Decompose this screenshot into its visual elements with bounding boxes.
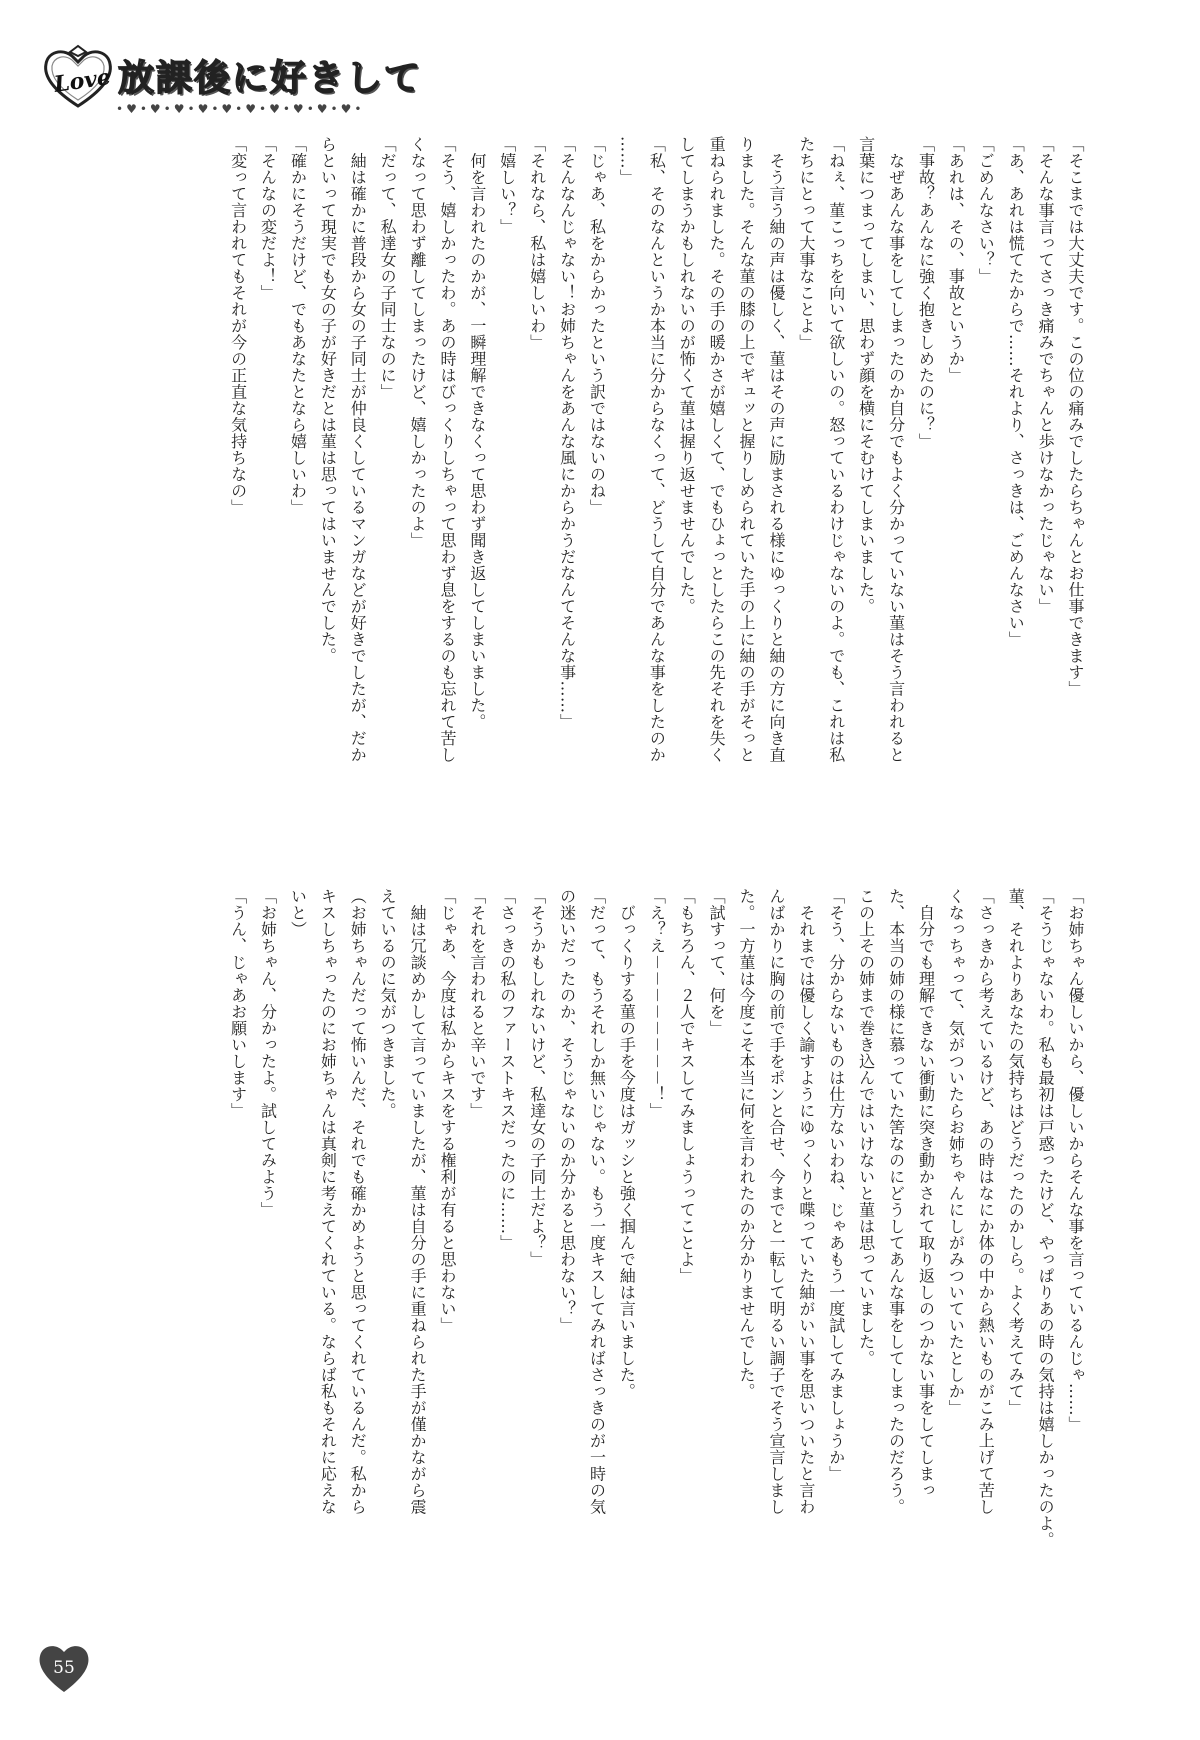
text-line: 「ごめんなさい？」	[976, 136, 996, 285]
header-decoration: •♥•♥•♥•♥•♥•♥•♥•♥•♥•♥•	[116, 102, 365, 116]
text-line: 「だって、もうそれしか無いじゃない。もう一度キスしてみればさっきのが一時の気	[587, 888, 607, 1515]
text-line: 「ねぇ、菫こっちを向いて欲しいの。怒っているわけじゃないのよ。でも、これは私	[826, 136, 846, 763]
text-line: くなって思わず離してしまったけど、嬉しかったのよ」	[408, 136, 428, 549]
text-line: らといって現実でも女の子が好きだとは菫は思ってはいませんでした。	[318, 136, 338, 664]
text-line: 何を言われたのかが、一瞬理解できなくって思わず聞き返してしまいました。	[467, 136, 487, 730]
text-line: 言葉につまってしまい、思わず顔を横にそむけてしまいました。	[856, 136, 876, 615]
text-line: 「だって、私達女の子同士なのに」	[378, 136, 398, 400]
text-line: 「そう、分からないものは仕方ないわね、じゃあもう一度試してみましょうか」	[826, 888, 846, 1482]
text-line: （お姉ちゃんだって怖いんだ、それでも確かめようと思ってくれているんだ。私から	[348, 888, 368, 1515]
text-line: りました。そんな菫の膝の上でギュッと握りしめられていた手の上に紬の手がそっと	[737, 136, 757, 763]
text-line: 「変って言われてもそれが今の正直な気持ちなの」	[228, 136, 248, 516]
text-line: の迷いだったのか、そうじゃないのか分かると思わない？」	[557, 888, 577, 1334]
text-line: それまでは優しく諭すようにゆっくりと喋っていた紬がいい事を思いついたと言わ	[796, 888, 816, 1515]
text-line: 「私、そのなんというか本当に分からなくって、どうして自分であんな事をしたのか	[647, 136, 667, 763]
text-line: びっくりする菫の手を今度はガッシと強く掴んで紬は言いました。	[617, 888, 637, 1400]
text-line: んばかりに胸の前で手をポンと合せ、今までと一転して明るい調子でそう宣言しまし	[766, 888, 786, 1515]
text-line: 自分でも理解できない衝動に突き動かされて取り返しのつかない事をしてしまっ	[916, 888, 936, 1499]
text-line: 「そんな事言ってさっき痛みでちゃんと歩けなかったじゃない」	[1036, 136, 1056, 615]
page-number: 55	[53, 1658, 75, 1678]
text-line: 「事故？あんなに強く抱きしめたのに？」	[916, 136, 936, 450]
text-line: 「それを言われると辛いです」	[467, 888, 487, 1119]
text-line: 「さっきから考えているけど、あの時はなにか体の中から熱いものがこみ上げて苦し	[976, 888, 996, 1515]
text-line: 「そうじゃないわ。私も最初は戸惑ったけど、やっぱりあの時の気持は嬉しかったのよ。	[1036, 888, 1056, 1548]
text-line: た。一方菫は今度こそ本当に何を言われたのか分かりませんでした。	[737, 888, 757, 1400]
book-title: 放課後に好きして	[118, 58, 423, 99]
page-number-badge	[36, 1642, 92, 1694]
text-block-bottom	[130, 888, 1090, 1618]
text-line: 「お姉ちゃん優しいから、優しいからそんな事を言っているんじゃ……」	[1066, 888, 1085, 1433]
text-line: 重ねられました。その手の暖かさが嬉しくて、でもひょっとしたらこの先それを失く	[707, 136, 727, 763]
text-line: くなっちゃって、気がついたらお姉ちゃんにしがみついていたとしか」	[946, 888, 966, 1416]
text-line: たちにとって大事なことよ」	[796, 136, 816, 351]
text-line: 「そんなの変だよ！」	[258, 136, 278, 301]
text-line: 紬は確かに普段から女の子同士が仲良くしているマンガなどが好きでしたが、だか	[348, 136, 368, 763]
text-line: 「じゃあ、私をからかったという訳ではないのね」	[587, 136, 607, 516]
text-line: 「あ、あれは慌てたからで……それより、さっきは、ごめんなさい」	[1006, 136, 1026, 648]
text-line: 「じゃあ、今度は私からキスをする権利が有ると思わない」	[437, 888, 457, 1334]
text-line: 紬は冗談めかして言っていましたが、菫は自分の手に重ねられた手が僅かながら震	[408, 888, 428, 1515]
text-line: 「え？え－－－－－－－－！」	[647, 888, 667, 1120]
text-line: この上その姉まで巻き込んではいけないと菫は思っていました。	[856, 888, 876, 1367]
text-line: いと）	[288, 888, 308, 938]
text-line: 「そう、嬉しかったわ。あの時はびっくりしちゃって思わず息をするのも忘れて苦し	[437, 136, 457, 763]
text-line: してしまうかもしれないのが怖くて菫は握り返せませんでした。	[677, 136, 697, 615]
text-line: 「試すって、何を」	[707, 888, 727, 1037]
text-line: 「確かにそうだけど、でもあなたとなら嬉しいわ」	[288, 136, 308, 516]
text-line: ……」	[617, 136, 637, 186]
text-line: 「そんなんじゃない！お姉ちゃんをあんな風にからかうだなんてそんな事……」	[557, 136, 577, 730]
text-line: 「うん、じゃあお願いします」	[228, 888, 248, 1119]
text-line: 「そこまでは大丈夫です。この位の痛みでしたらちゃんとお仕事できます」	[1066, 136, 1085, 697]
text-line: 「嬉しい？」	[497, 136, 517, 235]
text-line: た、本当の姉の様に慕っていた筈なのにどうしてあんな事をしてしまったのだろう。	[886, 888, 906, 1515]
text-line: 菫、それよりあなたの気持ちはどうだったのかしら。よく考えてみて」	[1006, 888, 1026, 1416]
text-line: そう言う紬の声は優しく、菫はその声に励まされる様にゆっくりと紬の方に向き直	[766, 136, 786, 763]
text-line: 「それなら、私は嬉しいわ」	[527, 136, 547, 351]
text-line: なぜあんな事をしてしまったのか自分でもよく分かっていない菫はそう言われると	[886, 136, 906, 763]
page-header	[40, 44, 423, 116]
text-line: 「そうかもしれないけど、私達女の子同士だよ？」	[527, 888, 547, 1268]
text-line: 「あれは、その、事故というか」	[946, 136, 966, 384]
text-line: 「もちろん、２人でキスしてみましょうってことよ」	[677, 888, 697, 1284]
text-line: 「さっきの私のファーストキスだったのに……」	[497, 888, 517, 1251]
text-line: キスしちゃったのにお姉ちゃんは真剣に考えてくれている。ならば私もそれに応えな	[318, 888, 338, 1515]
text-line: 「お姉ちゃん、分かったよ。試してみよう」	[258, 888, 278, 1218]
text-block-top	[130, 136, 1090, 836]
text-line: えているのに気がつきました。	[378, 888, 398, 1119]
logo-word: Love	[52, 64, 113, 98]
